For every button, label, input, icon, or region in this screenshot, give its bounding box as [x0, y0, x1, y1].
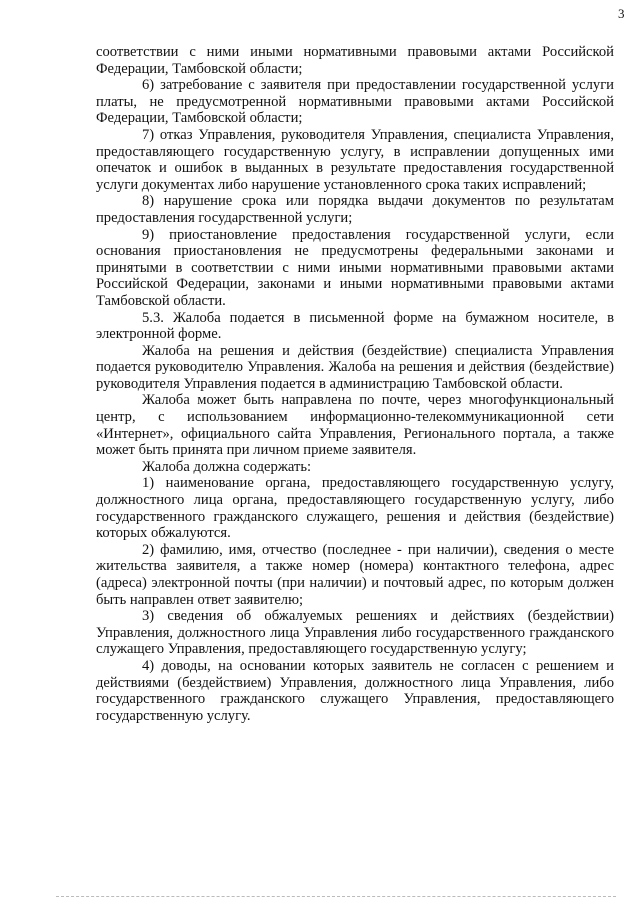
paragraph-item-9: 9) приостановление предоставления государственной услуги, если основания приостановления не предусмотрены федеральными законами и принятыми в соответствии с ними иными нормативными правовыми актами Российской Федерации, законами и иными нормативными правовыми актами Тамбовской области.: [96, 226, 614, 309]
document-body: [96, 44, 614, 724]
paragraph-continuation: соответствии с ними иными нормативными правовыми актами Российской Федерации, Тамбовской области;: [96, 44, 614, 77]
paragraph-item-8: 8) нарушение срока или порядка выдачи документов по результатам предоставления государственной услуги;: [96, 193, 614, 226]
paragraph-5-3: 5.3. Жалоба подается в письменной форме на бумажном носителе, в электронной форме.: [96, 309, 614, 343]
paragraph-contents-item-4: 4) доводы, на основании которых заявитель не согласен с решением и действиями (бездействием) Управления, должностного лица Управления, либо государственного гражданского служащего Управления, предоставляющего государственную услугу.: [96, 657, 614, 724]
paragraph-complaint-recipients: Жалоба на решения и действия (бездействие) специалиста Управления подается руководителю Управления. Жалоба на решения и действия (бездействие) руководителя Управления подается в администрацию Тамбовской области.: [96, 342, 614, 392]
page-number: 3: [618, 6, 625, 21]
paragraph-contents-item-2: 2) фамилию, имя, отчество (последнее - при наличии), сведения о месте жительства заявителя, а также номер (номера) контактного телефона, адрес (адреса) электронной почты (при наличии) и почтовый адрес, по которым должен быть направлен ответ заявителю;: [96, 541, 614, 608]
paragraph-item-6: 6) затребование с заявителя при предоставлении государственной услуги платы, не предусмотренной нормативными правовыми актами Российской Федерации, Тамбовской области;: [96, 77, 614, 127]
footer-divider: [56, 896, 616, 897]
paragraph-complaint-channels: Жалоба может быть направлена по почте, через многофункциональный центр, с использованием информационно-телекоммуникационной сети «Интернет», официального сайта Управления, Регионального портала, а также может быть принята при личном приеме заявителя.: [96, 392, 614, 459]
paragraph-complaint-contents-intro: Жалоба должна содержать:: [142, 458, 312, 475]
paragraph-contents-item-1: 1) наименование органа, предоставляющего государственную услугу, должностного лица органа, предоставляющего государственную услугу, либо государственного гражданского служащего, решения и действия (бездействие) которых обжалуются.: [96, 475, 614, 542]
paragraph-contents-item-3: 3) сведения об обжалуемых решениях и действиях (бездействии) Управления, должностного лица Управления либо государственного гражданского служащего Управления, предоставляющего государственную услугу;: [96, 608, 614, 658]
paragraph-item-7: 7) отказ Управления, руководителя Управления, специалиста Управления, предоставляющего государственную услугу, в исправлении допущенных ими опечаток и ошибок в выданных в результате предоставления государственной услуги документах либо нарушение установленного срока таких исправлений;: [96, 126, 614, 193]
